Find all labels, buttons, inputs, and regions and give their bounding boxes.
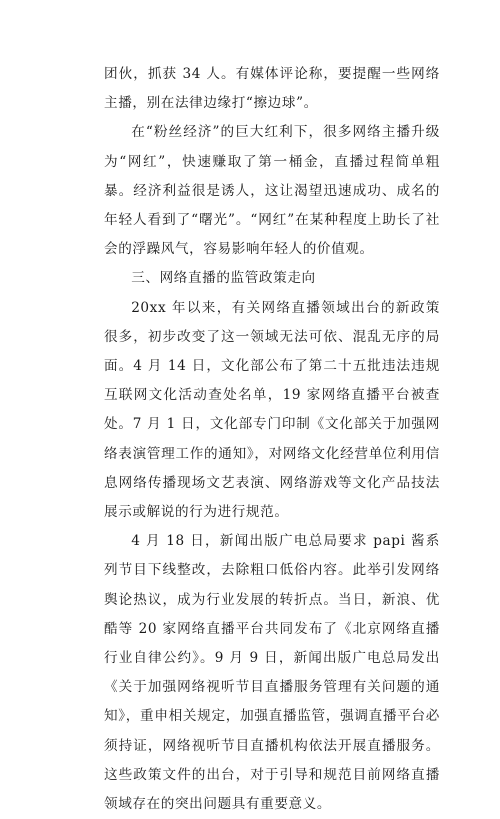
document-page	[104, 60, 440, 819]
paragraph-1: 团伙，抓获 34 人。有媒体评论称，要提醒一些网络主播，别在法律边缘打“擦边球”。	[104, 66, 440, 112]
section-heading-3: 三、网络直播的监管政策走向	[131, 270, 316, 287]
paragraph-2: 在“粉丝经济”的巨大红利下，很多网络主播升级为“网红”，快速赚取了第一桶金，直播过程简单粗暴。经济利益很是诱人，这让渴望迅速成功、成名的年轻人看到了“曙光”。“网红”在某种程度上助长了社会的浮躁风气，容易影响年轻人的价值观。	[104, 124, 440, 258]
paragraph-4: 4 月 18 日，新闻出版广电总局要求 papi 酱系列节目下线整改，去除粗口低俗内容。此举引发网络舆论热议，成为行业发展的转折点。当日，新浪、优酷等 20 家网络直播平台共同发布了《北京网络直播行业自律公约》。9 月 9 日，新闻出版广电总局发出《关于加强网络视听节目直播服务管理有关问题的通知》，重申相关规定，加强直播监管，强调直播平台必须持证，网络视听节目直播机构依法开展直播服务。这些政策文件的出台，对于引导和规范目前网络直播领域存在的突出问题具有重要意义。	[104, 533, 440, 813]
paragraph-3: 20xx 年以来，有关网络直播领域出台的新政策很多，初步改变了这一领域无法可依、混乱无序的局面。4 月 14 日，文化部公布了第二十五批违法违规互联网文化活动查处名单，19 家网络直播平台被查处。7 月 1 日，文化部专门印制《文化部关于加强网络表演管理工作的通知》，对网络文化经营单位利用信息网络传播现场文艺表演、网络游戏等文化产品技法展示或解说的行为进行规范。	[104, 299, 440, 521]
